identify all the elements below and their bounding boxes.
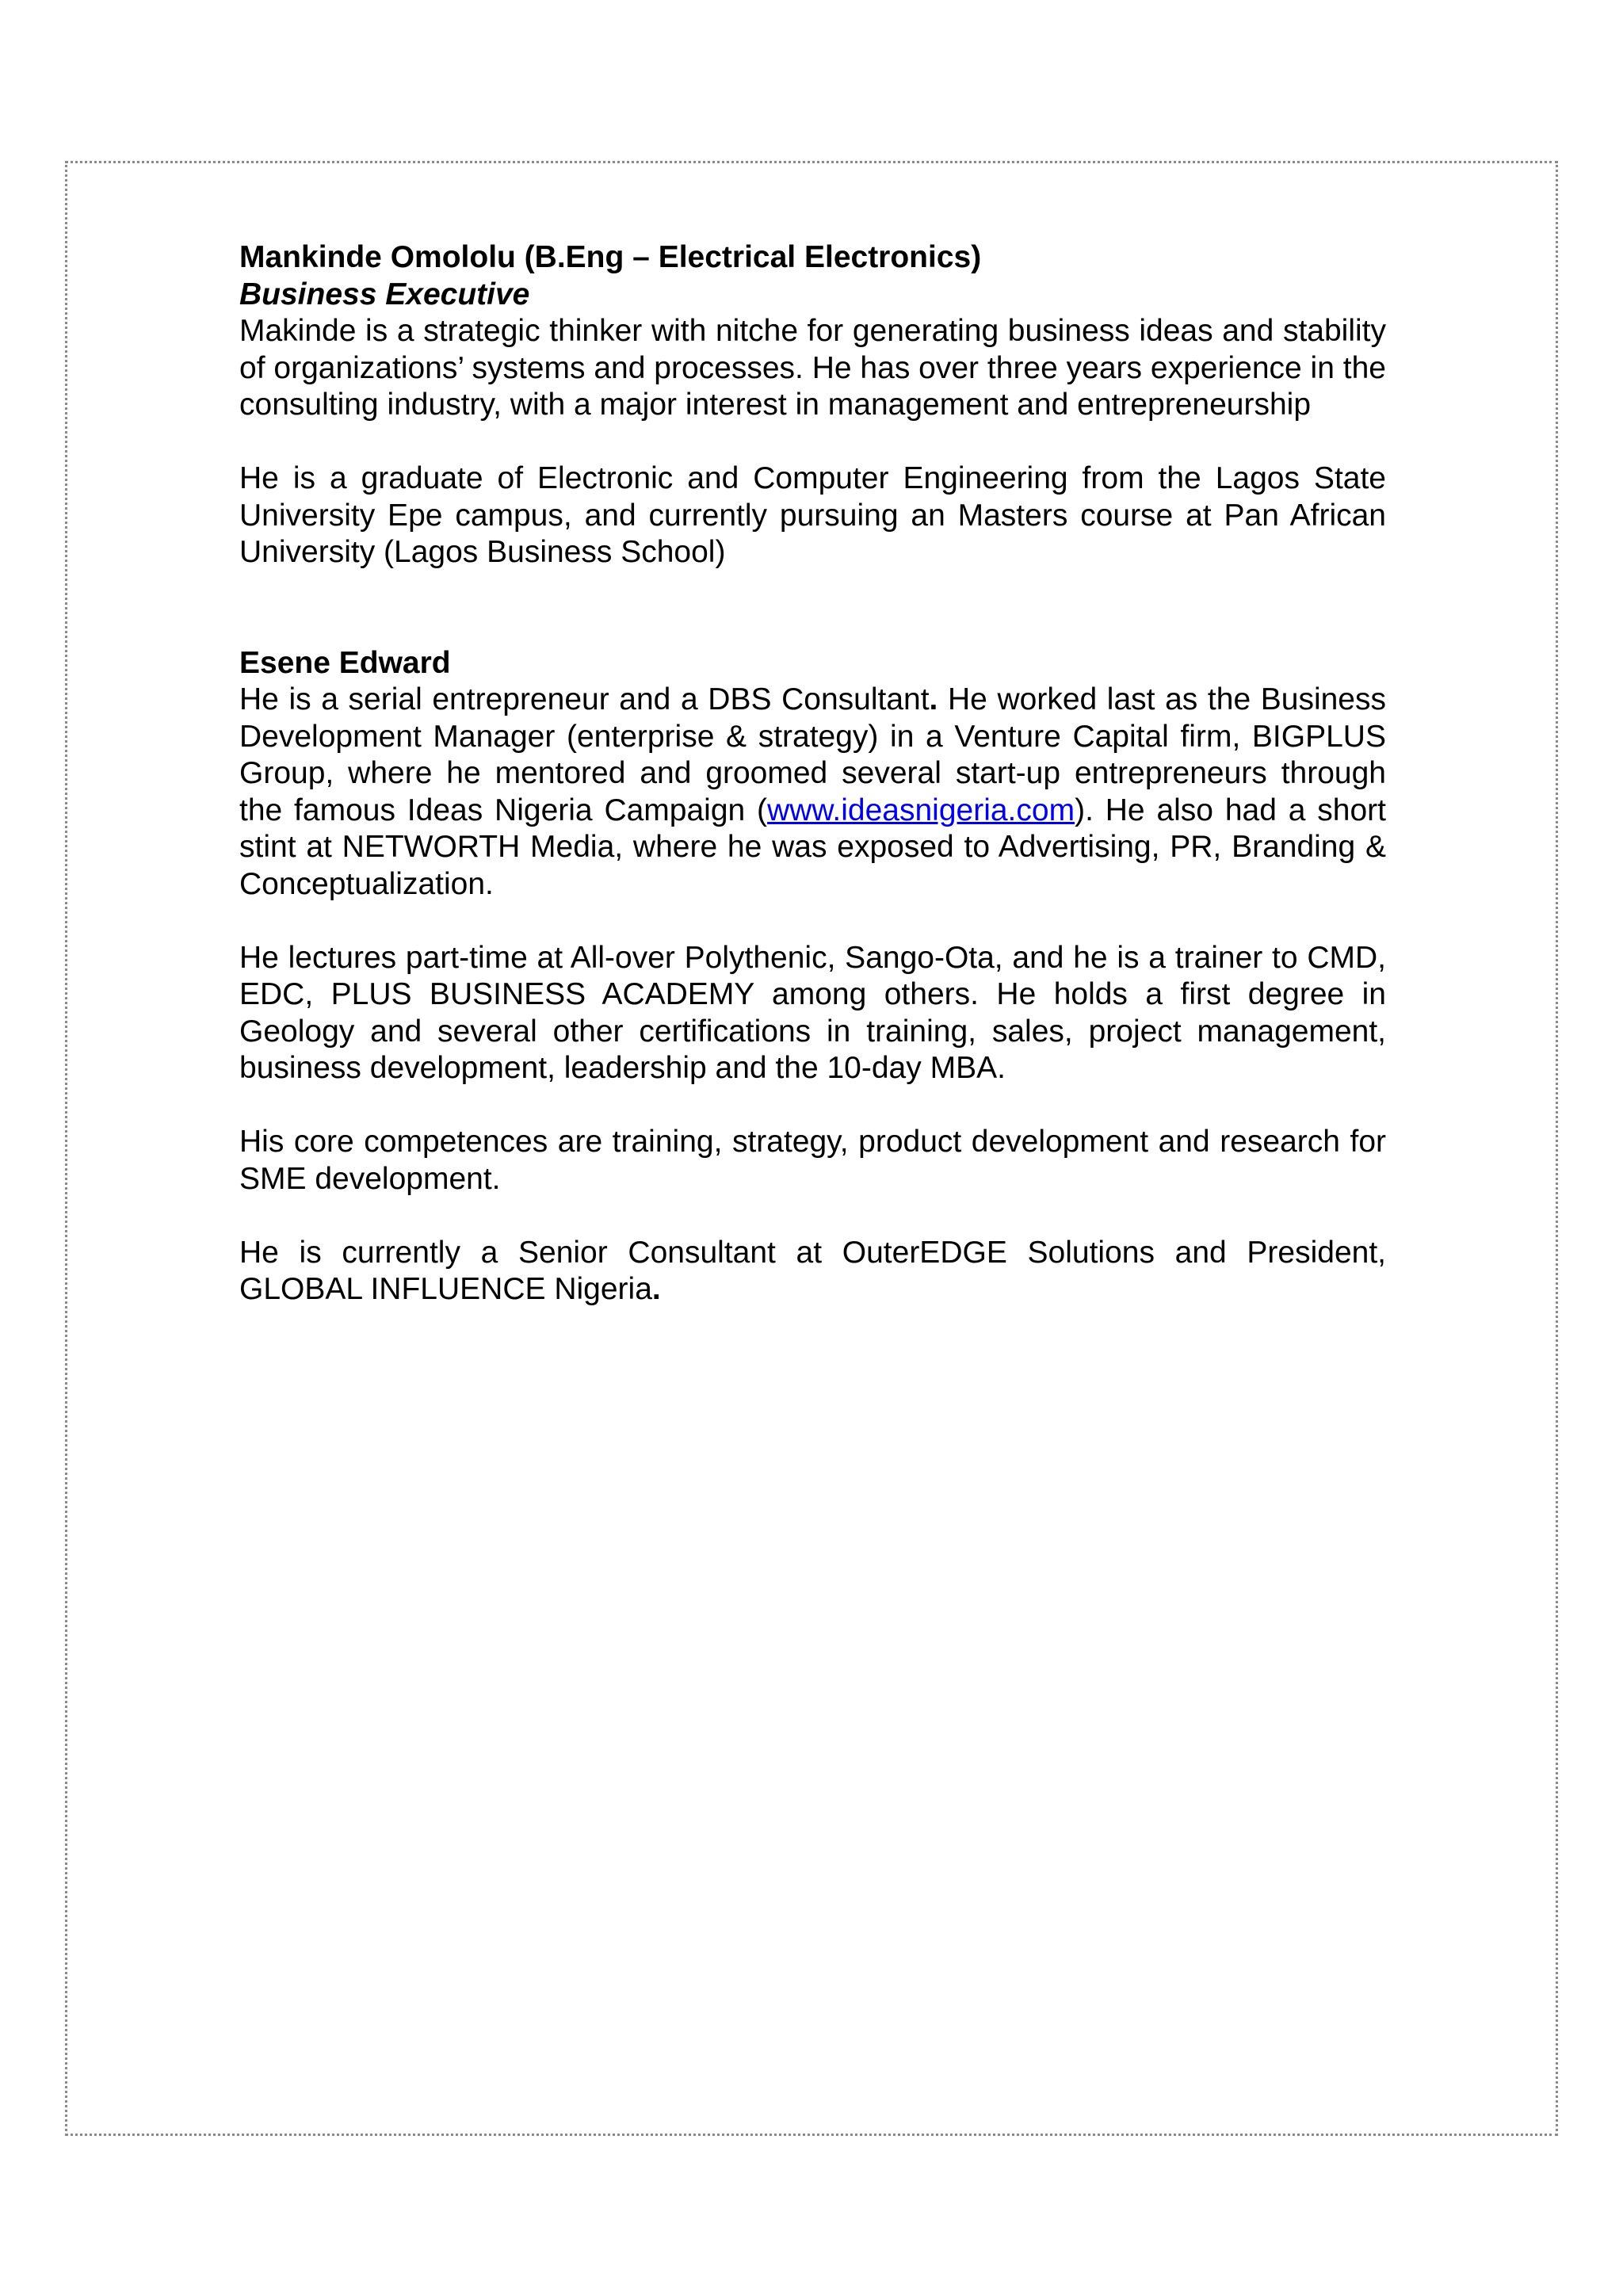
profile-esene [239,645,1386,1308]
website-link[interactable]: www.ideasnigeria.com [767,793,1075,827]
profile-paragraph: Makinde is a strategic thinker with nitche for generating business ideas and stability of organizations’ systems and processes. He has over three years experience in the consulting industry, with a major interest in management and entrepreneurship [239,314,1386,422]
profile-name-heading: Esene Edward [239,645,451,680]
profile-paragraph [239,682,1386,903]
paragraph-text: He is currently a Senior Consultant at OuterEDGE Solutions and President, GLOBAL INFLUENCE Nigeria [239,1235,1386,1306]
bold-period: . [929,682,938,716]
paragraph-spacer [239,424,1386,461]
paragraph-spacer [239,1198,1386,1235]
section-spacer [239,571,1386,645]
profile-paragraph: He is a graduate of Electronic and Computer Engineering from the Lagos State University Epe campus, and currently pursuing an Masters course at Pan African University (Lagos Business School) [239,461,1386,569]
document-body [239,239,1386,1308]
paragraph-spacer [239,903,1386,940]
profile-title: Business Executive [239,277,530,311]
paragraph-text: ). He also had a short stint at NETWORTH Media, where he was exposed to Advertising, PR, Branding & Conceptualization. [239,793,1386,901]
profile-paragraph: His core competences are training, strategy, product development and research for SME development. [239,1125,1386,1196]
profile-mankinde [239,239,1386,571]
profile-paragraph [239,1235,1386,1308]
profile-paragraph: He lectures part-time at All-over Polythenic, Sango-Ota, and he is a trainer to CMD, EDC, PLUS BUSINESS ACADEMY among others. He holds a first degree in Geology and several other certifications in training, sales, project management, business development, leadership and the 10-day MBA. [239,940,1386,1085]
profile-name-heading: Mankinde Omololu (B.Eng – Electrical Electronics) [239,240,982,274]
paragraph-text: He is a serial entrepreneur and a DBS Consultant [239,682,930,716]
bold-period: . [651,1272,661,1306]
paragraph-spacer [239,1087,1386,1125]
paragraph-text: He worked last as the Business Development Manager (enterprise & strategy) in a Venture Capital firm, BIGPLUS Group, where he mentored and groomed several start-up entrepreneurs through the famous Ideas Nigeria Campaign ( [239,682,1386,827]
